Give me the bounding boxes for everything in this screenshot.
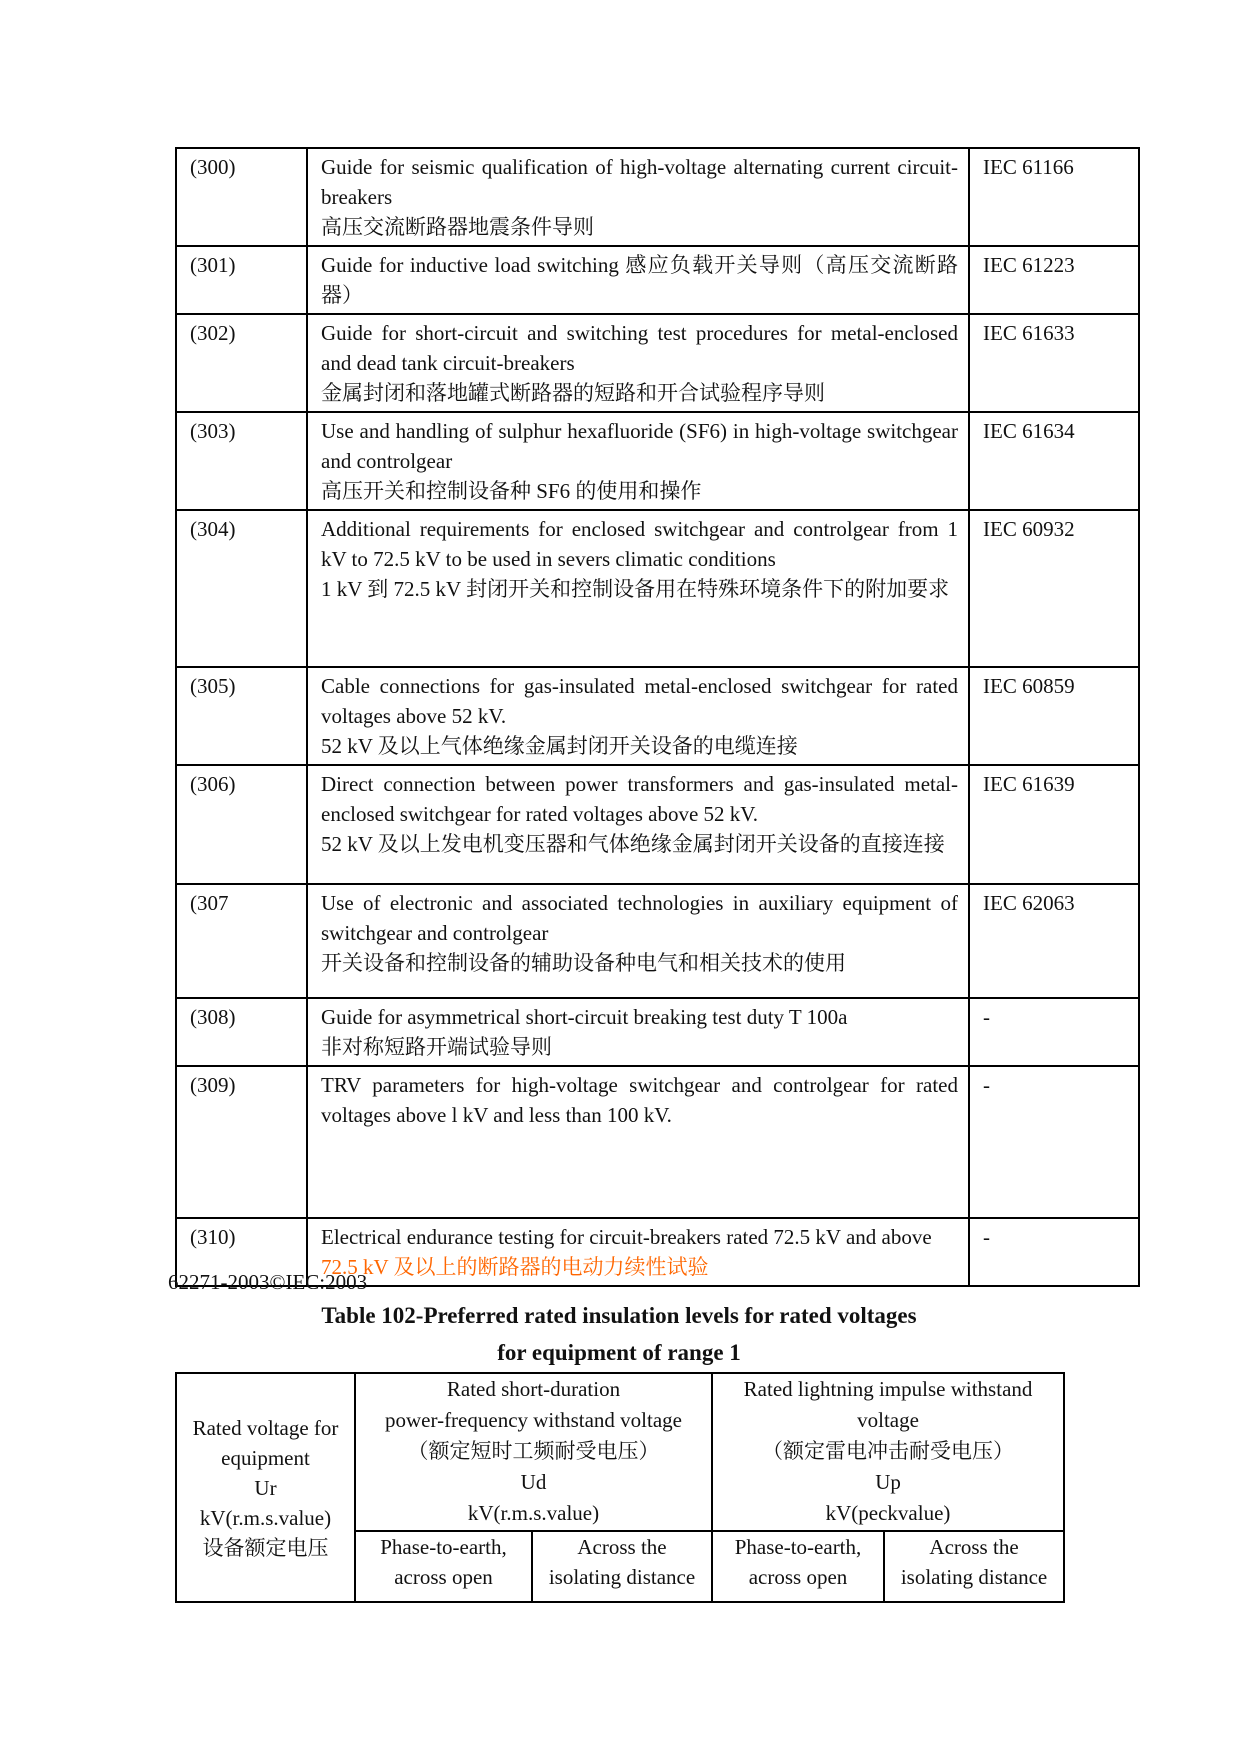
rated-voltage-line: equipment	[221, 1445, 310, 1470]
rated-voltage-line: Rated voltage for	[192, 1415, 339, 1440]
standard-description-zh: 非对称短路开端试验导则	[321, 1035, 552, 1059]
standard-description-en: Use of electronic and associated technologies in auxiliary equipment of switchgear and controlgear	[321, 891, 958, 945]
lightning-impulse-header-cell	[712, 1373, 1064, 1531]
standard-number: (310)	[176, 1218, 307, 1286]
standard-description-cell	[307, 765, 969, 884]
standard-description-en: Electrical endurance testing for circuit-breakers rated 72.5 kV and above	[321, 1225, 932, 1249]
table-row	[176, 246, 1139, 314]
rated-voltage-line: 设备额定电压	[202, 1535, 329, 1560]
standard-description-en: Direct connection between power transformers and gas-insulated metal-enclosed switchgear for rated voltages above 52 kV.	[321, 772, 958, 826]
power-frequency-line: kV(r.m.s.value)	[467, 1501, 600, 1525]
rated-voltage-header-cell	[176, 1373, 355, 1602]
standard-number: (302)	[176, 314, 307, 412]
power-frequency-line: Rated short-duration	[446, 1377, 621, 1401]
standard-description-en: Guide for asymmetrical short-circuit breaking test duty T 100a	[321, 1005, 848, 1029]
table-row	[176, 148, 1139, 246]
standard-description-zh: 高压开关和控制设备种 SF6 的使用和操作	[321, 479, 702, 503]
standard-description-en: Guide for seismic qualification of high-voltage alternating current circuit-breakers	[321, 155, 958, 209]
standard-description-cell	[307, 314, 969, 412]
standard-code: IEC 61633	[969, 314, 1139, 412]
standard-number: (300)	[176, 148, 307, 246]
insulation-levels-table	[175, 1372, 1065, 1603]
table-102-title-line1: Table 102-Preferred rated insulation levels for rated voltages	[321, 1303, 917, 1328]
standard-number: (301)	[176, 246, 307, 314]
table-row	[176, 998, 1139, 1066]
standard-description-cell	[307, 510, 969, 667]
standard-number: (308)	[176, 998, 307, 1066]
subheader-phase-to-earth-2	[712, 1531, 884, 1602]
table-row	[176, 1066, 1139, 1218]
standard-description-en: TRV parameters for high-voltage switchgear and controlgear for rated voltages above l kV and less than 100 kV.	[321, 1073, 958, 1127]
subheader-line: across open	[748, 1565, 848, 1589]
standard-description-zh: 金属封闭和落地罐式断路器的短路和开合试验程序导则	[321, 381, 825, 405]
standard-description-zh: 开关设备和控制设备的辅助设备种电气和相关技术的使用	[321, 951, 846, 975]
subheader-line: Phase-to-earth,	[734, 1535, 862, 1559]
subheader-line: across open	[394, 1565, 493, 1589]
standard-description-en: Additional requirements for enclosed switchgear and controlgear from 1 kV to 72.5 kV to be used in severs climatic conditions	[321, 517, 958, 571]
power-frequency-line: Ud	[520, 1470, 547, 1494]
standard-description-cell	[307, 884, 969, 998]
standard-code: IEC 61634	[969, 412, 1139, 510]
standard-description-cell	[307, 667, 969, 765]
rated-voltage-line: kV(r.m.s.value)	[199, 1505, 332, 1530]
subheader-line: Across the	[929, 1535, 1019, 1559]
standards-table	[175, 147, 1140, 1287]
power-frequency-line: power-frequency withstand voltage	[385, 1408, 682, 1432]
lightning-impulse-line: Rated lightning impulse withstand	[743, 1377, 1033, 1401]
standard-description-cell	[307, 998, 969, 1066]
subheader-line: Phase-to-earth,	[380, 1535, 507, 1559]
standard-number: (309)	[176, 1066, 307, 1218]
power-frequency-line: （额定短时工频耐受电压）	[407, 1439, 660, 1463]
table-row	[176, 314, 1139, 412]
standard-description-zh: 高压交流断路器地震条件导则	[321, 215, 594, 239]
standard-description-en: Use and handling of sulphur hexafluoride (SF6) in high-voltage switchgear and controlgear	[321, 419, 958, 473]
standard-number: (304)	[176, 510, 307, 667]
document-reference: 62271-2003©IEC:2003	[168, 1270, 368, 1294]
standard-description-zh: 52 kV 及以上气体绝缘金属封闭开关设备的电缆连接	[321, 734, 798, 758]
standard-description-en: Cable connections for gas-insulated metal-enclosed switchgear for rated voltages above 52 kV.	[321, 674, 958, 728]
subheader-line: Across the	[577, 1535, 667, 1559]
table-row	[176, 1373, 1064, 1531]
lightning-impulse-line: （额定雷电冲击耐受电压）	[762, 1439, 1015, 1463]
subheader-isolating-distance-2	[884, 1531, 1064, 1602]
table-102-title	[175, 1297, 1063, 1371]
standard-description-cell	[307, 1218, 969, 1286]
table-row	[176, 412, 1139, 510]
standard-code: -	[969, 1218, 1139, 1286]
standard-number: (306)	[176, 765, 307, 884]
standard-code: IEC 61166	[969, 148, 1139, 246]
standard-code: IEC 61223	[969, 246, 1139, 314]
standard-code: IEC 60859	[969, 667, 1139, 765]
standard-description-en: Guide for short-circuit and switching test procedures for metal-enclosed and dead tank circuit-breakers	[321, 321, 958, 375]
standard-number: (303)	[176, 412, 307, 510]
standard-code: -	[969, 998, 1139, 1066]
table-row	[176, 884, 1139, 998]
table-row	[176, 667, 1139, 765]
standard-description-cell	[307, 412, 969, 510]
subheader-line: isolating distance	[900, 1565, 1048, 1589]
standard-number: (305)	[176, 667, 307, 765]
subheader-isolating-distance-1	[532, 1531, 712, 1602]
standard-code: IEC 62063	[969, 884, 1139, 998]
standard-description-cell	[307, 246, 969, 314]
lightning-impulse-line: kV(peckvalue)	[825, 1501, 951, 1525]
standard-code: IEC 61639	[969, 765, 1139, 884]
standard-description-en: Guide for inductive load switching 感应负载开关导则（高压交流断路器）	[321, 253, 958, 307]
power-frequency-header-cell	[355, 1373, 712, 1531]
subheader-line: isolating distance	[548, 1565, 696, 1589]
lightning-impulse-line: Up	[875, 1470, 901, 1494]
lightning-impulse-line: voltage	[857, 1408, 919, 1432]
standard-description-zh: 1 kV 到 72.5 kV 封闭开关和控制设备用在特殊环境条件下的附加要求	[321, 577, 950, 601]
table-102-title-line2: for equipment of range 1	[497, 1340, 741, 1365]
standard-description-zh-highlighted: 72.5 kV 及以上的断路器的电动力续性试验	[321, 1255, 709, 1279]
standard-description-zh: 52 kV 及以上发电机变压器和气体绝缘金属封闭开关设备的直接连接	[321, 832, 945, 856]
standard-code: IEC 60932	[969, 510, 1139, 667]
standard-description-cell	[307, 1066, 969, 1218]
rated-voltage-line: Ur	[254, 1475, 277, 1500]
standard-description-cell	[307, 148, 969, 246]
standard-code: -	[969, 1066, 1139, 1218]
standard-number: (307	[176, 884, 307, 998]
table-row	[176, 765, 1139, 884]
table-row	[176, 510, 1139, 667]
subheader-phase-to-earth-1	[355, 1531, 532, 1602]
